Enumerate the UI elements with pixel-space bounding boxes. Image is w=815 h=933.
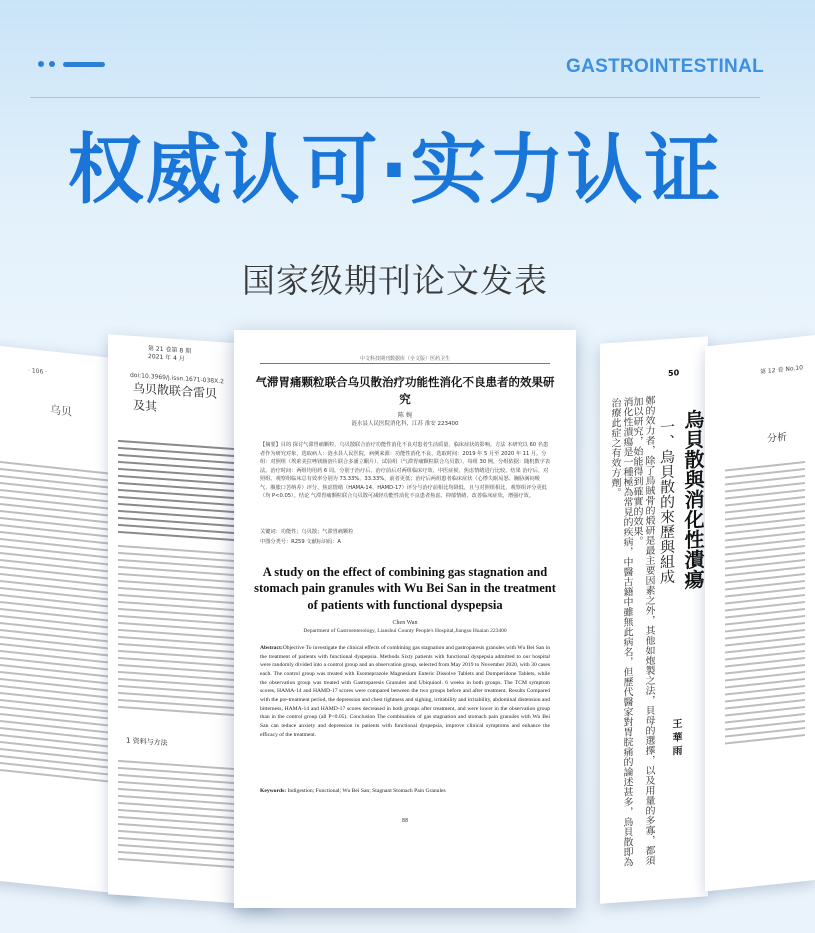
decor-dot	[38, 61, 44, 67]
header-decoration	[38, 61, 105, 67]
paper-title-fragment: 乌贝	[50, 403, 72, 419]
header-divider	[30, 97, 760, 98]
paper-journal-info: 第 21 卷第 8 期 2021 年 4 月	[148, 345, 192, 363]
paper-page-number: 50	[668, 368, 680, 379]
abstract-text: Objective To investigate the clinical effects of combining gas stagnation and gastroparesis granules with Wu Bei San in the treatment of patients with functional dyspepsia. Methods Sixty patients with functional dyspepsia admitted to our hospital were randomly divided into a control group and an observation group, selected from May 2019 to November 2020, with 30 cases each. The control group was treated with Esomeprazole Magnesium Enteric Dissolve Tablets and Domperidone Tablets, while the observation group was treated with Gastroparesis Granules and Ubiquinol. 6 weeks in both groups. The TCM symptom scores, HAMA-14 and HAMD-17 scores were compared between the two groups before and after treatment. Results Compared with the pre-treatment period, the depression and chest tightness and sighing, irritability and irritability, abdominal distension and bitterness, HAMA-14 and HAMD-17 scores decreased in both groups after treatment, and were lower in the observation group than in the control group (all P<0.05). Conclusion The combination of gas stagnation and stomach pain granules with Wu Bei San can reduce anxiety and depression in patients with functional dyspepsia, improve clinical symptoms and enhance the efficacy of the treatment.	[260, 645, 550, 738]
paper-page-mark: · 106 ·	[28, 366, 48, 377]
paper-classification: 中图分类号：R259 文献标识码：A	[260, 539, 341, 545]
paper-vertical-subtitle: 一、烏貝散的來歷與組成	[658, 418, 676, 585]
paper-abstract-cn: 【摘要】目的 探讨气滞胃痛颗粒、乌贝散联合治疗功能性消化不良对患者生活质量、临床症状的影响。方法 本研究以 60 名患者作为研究对象，选取病人：涟水县人民医院，病例来源：功能性消化不良，选取时间：2019 年 5 月至 2020 年 11 月。分组：对照组（埃索美拉唑镁肠溶片联合多潘立酮片）、试验组（气滞胃痛颗粒联合乌贝散），每组 30 例。分组依据：随机数字表法。治疗时间：两组均用药 6 周。分别于治疗后、治疗前后对两组临床疗效、中医症候、焦虑情绪进行比较。结果 治疗后，对照组、观察组临床总有效率分别为 73.33%、33.33%，前者更低；治疗后两组患者临床症状（心悸失眠易怒、胸胁满闷嗳气、腹胀口苦纳差）评分、焦虑情绪（HAMA-14、HAMD-17）评分与治疗前相比均降低，且与对照组相比，观察组评分更低（均 P<0.05）。结论 气滞胃痛颗粒联合乌贝散可减轻功能性消化不良患者焦虑、抑郁情绪，改善临床症状，增强疗效。	[260, 442, 551, 500]
abstract-label: Abstract:	[260, 645, 283, 651]
paper-text-column: 消化性潰瘍是一種極為常見的疾病，中醫古籍中雖無此病名，但歷代醫家對胃脘痛的論述甚多，烏貝散即為治療此症之有效方劑。	[609, 396, 632, 868]
paper-header-rule	[260, 363, 550, 364]
paper-author-cn: 陈 婉	[398, 412, 412, 419]
paper-journal-header: 中文科技期刊数据库（全文版）医药卫生	[359, 356, 450, 362]
paper-center	[234, 330, 576, 908]
paper-text-block	[725, 456, 805, 749]
hero-subtitle: 国家级期刊论文发表	[242, 261, 548, 300]
decor-dot	[49, 61, 55, 67]
paper-affiliation-cn: 涟水县人民医院消化科，江苏 淮安 223400	[351, 421, 459, 427]
paper-page-number: 88	[401, 818, 409, 824]
paper-vertical-title: 烏貝散與消化性潰瘍	[681, 408, 705, 591]
paper-keywords-en	[260, 788, 550, 794]
paper-right-far	[705, 335, 815, 892]
paper-dept-en: Department of Gastroenterology, Lianshui County People's Hospital,Jiangsu Huaian 223400	[303, 628, 507, 634]
paper-title-fragment: 分析	[767, 431, 787, 446]
paper-text-column: 鄭的效力者，除了鳥賊骨的煅研是最主要因素之外，其他如炮製之法，貝母的選擇，以及用量的多寡，都須加以研究，始能得到確實的效果。	[631, 395, 654, 866]
paper-right	[600, 336, 708, 904]
paper-section-heading: 1 资料与方法	[126, 736, 168, 748]
keywords-text: Indigestion; Functional; Wu Bei San; Stagnant Stomach Pain Granules	[287, 788, 446, 794]
paper-title-en: A study on the effect of combining gas stagnation and stomach pain granules with Wu Bei San in the treatment of patients with functional dyspepsia	[254, 565, 556, 612]
keywords-label: Keywords:	[260, 788, 287, 794]
paper-author: 王 華 雨	[670, 718, 681, 756]
paper-journal-info: 第 12 卷 No.10	[760, 364, 803, 376]
paper-title: 乌贝散联合雷贝 及其	[133, 380, 218, 415]
paper-abstract-en	[260, 644, 550, 739]
category-tagline: GASTROINTESTINAL	[566, 56, 764, 77]
paper-keywords-cn: 关键词：功能性；乌贝散；气滞胃痛颗粒	[260, 529, 354, 535]
paper-author-en: Chen Wan	[392, 620, 418, 626]
decor-dash	[63, 62, 105, 67]
hero-headline: 权威认可·实力认证	[67, 125, 723, 214]
paper-title-cn: 气滞胃痛颗粒联合乌贝散治疗功能性消化不良患者的效果研究	[255, 375, 555, 406]
paper-doi: doi:10.3969/j.issn.1671-038X.2	[130, 371, 224, 386]
